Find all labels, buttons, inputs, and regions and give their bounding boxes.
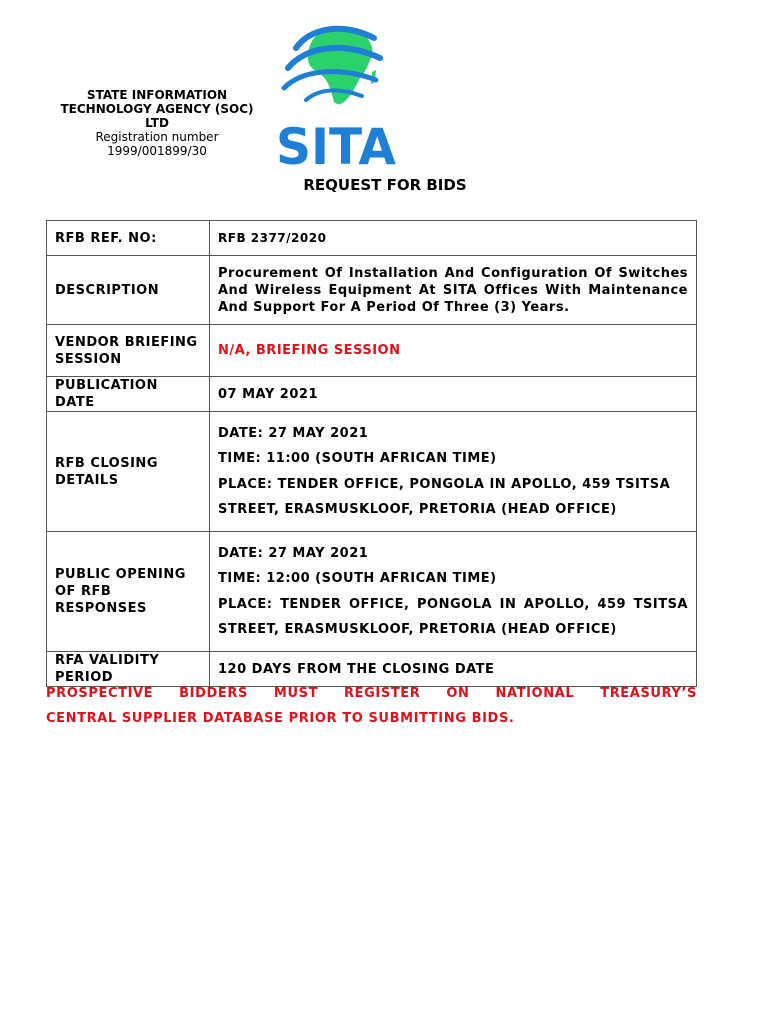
sita-logo-text: SITA [276, 118, 397, 168]
publication-label: PUBLICATION DATE [47, 377, 210, 412]
description-value: Procurement Of Installation And Configuration Of Switches And Wireless Equipment At SITA Offices With Maintenance And Support For A Period Of Three (3) Years. [210, 256, 697, 325]
table-row-description [47, 256, 697, 325]
notice-line2: CENTRAL SUPPLIER DATABASE PRIOR TO SUBMITTING BIDS. [46, 711, 515, 726]
agency-name-line3: LTD [145, 116, 169, 130]
table-row-opening [47, 532, 697, 652]
table-row-ref [47, 221, 697, 256]
opening-label: PUBLIC OPENING OF RFB RESPONSES [47, 532, 210, 652]
agency-block [46, 88, 268, 158]
closing-details [210, 412, 697, 532]
closing-date: DATE: 27 MAY 2021 [218, 425, 369, 441]
closing-label: RFB CLOSING DETAILS [47, 412, 210, 532]
sita-logo [276, 22, 400, 168]
rfb-ref-label: RFB REF. NO: [47, 221, 210, 256]
page-title: REQUEST FOR BIDS [303, 176, 467, 194]
registration-number: 1999/001899/30 [107, 144, 207, 158]
validity-label: RFA VALIDITY PERIOD [47, 652, 210, 687]
registration-label: Registration number [95, 130, 219, 144]
opening-place: PLACE: TENDER OFFICE, PONGOLA IN APOLLO, 459 TSITSA STREET, ERASMUSKLOOF, PRETORIA (HEAD OFFICE) [218, 596, 688, 637]
registration-notice [46, 681, 697, 731]
rfb-details-table [46, 220, 697, 687]
table-row-briefing [47, 325, 697, 377]
briefing-value: N/A, BRIEFING SESSION [210, 325, 697, 377]
agency-name-line2: TECHNOLOGY AGENCY (SOC) [60, 102, 254, 116]
opening-time: TIME: 12:00 (SOUTH AFRICAN TIME) [218, 571, 497, 586]
opening-date: DATE: 27 MAY 2021 [218, 545, 369, 561]
agency-name-line1: STATE INFORMATION [86, 88, 228, 102]
rfb-ref-value: RFB 2377/2020 [210, 221, 697, 256]
notice-line1: PROSPECTIVE BIDDERS MUST REGISTER ON NATIONAL TREASURY’S [46, 686, 697, 701]
publication-value: 07 MAY 2021 [210, 377, 697, 412]
closing-time: TIME: 11:00 (SOUTH AFRICAN TIME) [218, 451, 497, 466]
table-row-closing [47, 412, 697, 532]
validity-value: 120 DAYS FROM THE CLOSING DATE [210, 652, 697, 687]
description-label: DESCRIPTION [47, 256, 210, 325]
briefing-label: VENDOR BRIEFING SESSION [47, 325, 210, 377]
closing-place: PLACE: TENDER OFFICE, PONGOLA IN APOLLO, 459 TSITSA STREET, ERASMUSKLOOF, PRETORIA (HEAD OFFICE) [218, 476, 671, 517]
opening-details [210, 532, 697, 652]
table-row-publication [47, 377, 697, 412]
